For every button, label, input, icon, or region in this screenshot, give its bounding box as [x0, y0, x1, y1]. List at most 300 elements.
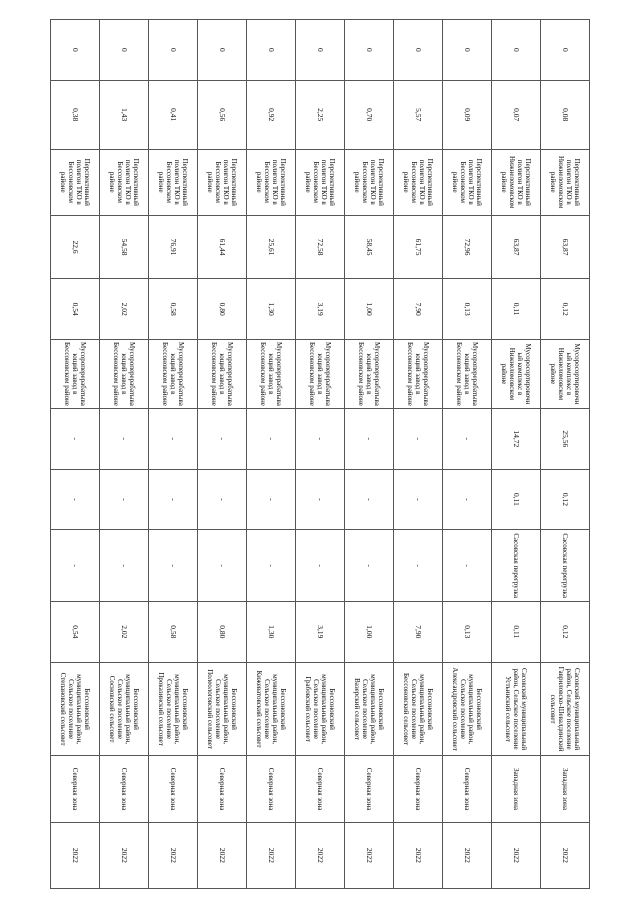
volume-cell-text: 1,00: [365, 625, 374, 639]
last-value-cell: [247, 20, 296, 81]
sorting-facility-cell: [296, 339, 345, 408]
sorting-distance-cell: [198, 215, 247, 278]
volume-cell: [394, 602, 443, 663]
last-value-cell: [198, 20, 247, 81]
year-cell: [247, 822, 296, 888]
sorting-distance-cell: [345, 215, 394, 278]
table-row: [541, 20, 590, 889]
year-cell-text: 2022: [120, 847, 129, 863]
year-cell-text: 2022: [561, 847, 570, 863]
transfer-facility-cell: [198, 530, 247, 602]
landfill-cell: [149, 149, 198, 215]
sorting-distance-cell: [394, 215, 443, 278]
sorting-volume-cell-text: 0,58: [169, 302, 178, 316]
sorting-volume-cell-text: 1,00: [365, 302, 374, 316]
landfill-volume-cell-text: 1,43: [120, 108, 129, 122]
year-cell: [394, 822, 443, 888]
sorting-facility-cell: [443, 339, 492, 408]
zone-cell: [492, 756, 541, 822]
transfer-volume-cell: [149, 469, 198, 530]
transfer-facility-cell-text: -: [120, 564, 128, 567]
transfer-facility-cell-text: -: [218, 564, 226, 567]
zone-cell: [541, 756, 590, 822]
transfer-facility-cell: [541, 530, 590, 602]
landfill-volume-cell: [443, 80, 492, 149]
landfill-volume-cell-text: 0,38: [71, 108, 80, 122]
zone-cell-text: Западная зона: [561, 768, 569, 810]
transfer-volume-cell: [345, 469, 394, 530]
transfer-distance-cell-text: -: [365, 437, 374, 441]
transfer-volume-cell-text: -: [218, 498, 227, 501]
sorting-distance-cell: [296, 215, 345, 278]
sorting-facility-cell: [345, 339, 394, 408]
sorting-facility-cell: [541, 339, 590, 408]
landfill-cell: [492, 149, 541, 215]
transfer-facility-cell-text: -: [169, 564, 177, 567]
transfer-distance-cell: [394, 408, 443, 469]
sorting-facility-cell: [100, 339, 149, 408]
sorting-distance-cell-text: 61,75: [414, 238, 423, 256]
transfer-facility-cell-text: Сасовская перегрузка: [561, 533, 569, 598]
transfer-facility-cell: [149, 530, 198, 602]
table-row: [443, 20, 492, 889]
landfill-volume-cell-text: 0,08: [561, 108, 570, 122]
municipality-cell-text: Бессоновский муниципальный район, Сельское поселение Степановский сельсовет: [59, 672, 91, 746]
transfer-facility-cell-text: -: [414, 564, 422, 567]
transfer-distance-cell: [198, 408, 247, 469]
last-value-cell: [394, 20, 443, 81]
municipality-cell-text: Бессоновский муниципальный район, Сельское поселение Бессоновский сельсовет: [402, 672, 434, 746]
transfer-distance-cell: [247, 408, 296, 469]
sorting-volume-cell: [100, 279, 149, 340]
zone-cell-text: Западная зона: [512, 768, 520, 810]
transfer-distance-cell: [149, 408, 198, 469]
zone-cell: [443, 756, 492, 822]
zone-cell-text: Северная зона: [414, 767, 422, 811]
landfill-volume-cell: [345, 80, 394, 149]
sorting-distance-cell-text: 22,6: [71, 240, 80, 254]
landfill-cell-text: Перспективный полигон ТКО в Бессоновском районе: [206, 158, 238, 206]
zone-cell-text: Северная зона: [169, 767, 177, 811]
sorting-distance-cell-text: 72,96: [463, 238, 472, 256]
sorting-facility-cell-text: Мусороперерабатывающий завод в Бессоновском районе: [63, 341, 87, 406]
volume-cell-text: 1,30: [267, 625, 276, 639]
volume-cell-text: 7,90: [414, 625, 423, 639]
year-cell-text: 2022: [267, 847, 276, 863]
transfer-volume-cell: [100, 469, 149, 530]
transfer-volume-cell: [247, 469, 296, 530]
zone-cell-text: Северная зона: [365, 767, 373, 811]
municipality-cell: [51, 662, 100, 756]
landfill-cell: [443, 149, 492, 215]
table-row: [198, 20, 247, 889]
last-value-cell: [443, 20, 492, 81]
sorting-volume-cell: [198, 279, 247, 340]
municipality-cell: [443, 662, 492, 756]
transfer-volume-cell: [198, 469, 247, 530]
transfer-facility-cell-text: -: [71, 564, 79, 567]
sorting-distance-cell-text: 25,61: [267, 238, 276, 256]
year-cell-text: 2022: [512, 847, 521, 863]
volume-cell: [51, 602, 100, 663]
municipality-cell-text: Бессоновский муниципальный район, Сельское поселение Проказинский сельсовет: [157, 672, 189, 746]
transfer-volume-cell-text: -: [120, 498, 129, 501]
sorting-distance-cell: [443, 215, 492, 278]
transfer-volume-cell: [394, 469, 443, 530]
transfer-volume-cell: [492, 469, 541, 530]
last-value-cell-text: 0: [512, 47, 521, 52]
zone-cell: [394, 756, 443, 822]
sorting-volume-cell-text: 0,12: [561, 302, 570, 316]
municipality-cell-text: Бессоновский муниципальный район, Сельское поселение Грабовский сельсовет: [304, 674, 336, 744]
volume-cell: [345, 602, 394, 663]
transfer-volume-cell-text: -: [414, 498, 423, 501]
sorting-volume-cell-text: 3,19: [316, 302, 325, 316]
municipality-cell: [100, 662, 149, 756]
zone-cell: [51, 756, 100, 822]
landfill-volume-cell-text: 0,70: [365, 108, 374, 122]
landfill-volume-cell: [394, 80, 443, 149]
year-cell: [51, 822, 100, 888]
municipality-cell: [541, 662, 590, 756]
sorting-volume-cell: [443, 279, 492, 340]
landfill-cell-text: Перспективный полигон ТКО в Бессоновском районе: [108, 158, 140, 206]
landfill-volume-cell-text: 0,41: [169, 108, 178, 122]
sorting-volume-cell-text: 0,80: [218, 302, 227, 316]
municipality-cell-text: Сасовский муниципальный район, Сельское поселение Устьинский сельсовет: [504, 668, 528, 751]
sorting-distance-cell: [51, 215, 100, 278]
landfill-volume-cell: [296, 80, 345, 149]
zone-cell: [100, 756, 149, 822]
sorting-volume-cell-text: 1,30: [267, 302, 276, 316]
transfer-facility-cell: [492, 530, 541, 602]
volume-cell: [492, 602, 541, 663]
sorting-distance-cell: [492, 215, 541, 278]
sorting-distance-cell-text: 54,58: [120, 238, 129, 256]
sorting-volume-cell-text: 2,02: [120, 302, 129, 316]
sorting-distance-cell: [149, 215, 198, 278]
sorting-facility-cell-text: Мусороперерабатывающий завод в Бессоновском районе: [308, 341, 332, 406]
transfer-facility-cell: [443, 530, 492, 602]
municipality-cell-text: Бессоновский муниципальный район, Сельское поселение Сосновский сельсовет: [108, 674, 140, 744]
landfill-cell: [100, 149, 149, 215]
sorting-distance-cell-text: 61,44: [218, 238, 227, 256]
transfer-distance-cell-text: -: [169, 437, 178, 441]
transfer-distance-cell-text: -: [267, 437, 276, 441]
landfill-volume-cell: [51, 80, 100, 149]
volume-cell: [296, 602, 345, 663]
transfer-facility-cell-text: -: [365, 564, 373, 567]
table-row: [492, 20, 541, 889]
transfer-volume-cell: [51, 469, 100, 530]
waste-flow-table: [50, 19, 590, 889]
sorting-facility-cell-text: Мусороперерабатывающий завод в Бессоновском районе: [406, 341, 430, 406]
last-value-cell: [541, 20, 590, 81]
last-value-cell-text: 0: [463, 47, 472, 52]
zone-cell-text: Северная зона: [463, 767, 471, 811]
transfer-facility-cell: [394, 530, 443, 602]
volume-cell-text: 0,58: [169, 625, 178, 639]
landfill-cell-text: Перспективный полигон ТКО в Бессоновском районе: [451, 158, 483, 206]
table-row: [345, 20, 394, 889]
last-value-cell: [149, 20, 198, 81]
transfer-facility-cell: [345, 530, 394, 602]
transfer-facility-cell-text: Сасовская перегрузка: [512, 533, 520, 598]
year-cell-text: 2022: [218, 847, 227, 863]
landfill-cell: [51, 149, 100, 215]
transfer-distance-cell-text: -: [218, 437, 227, 441]
transfer-volume-cell-text: -: [316, 498, 325, 501]
transfer-facility-cell: [100, 530, 149, 602]
table-row: [51, 20, 100, 889]
year-cell: [198, 822, 247, 888]
landfill-volume-cell: [149, 80, 198, 149]
transfer-volume-cell-text: 0,11: [512, 493, 521, 506]
transfer-distance-cell-text: -: [71, 437, 80, 441]
transfer-distance-cell: [296, 408, 345, 469]
sorting-facility-cell-text: Мусороперерабатывающий завод в Бессоновском районе: [455, 341, 479, 406]
landfill-cell: [345, 149, 394, 215]
sorting-distance-cell-text: 63,87: [512, 238, 521, 256]
sorting-volume-cell: [345, 279, 394, 340]
landfill-cell: [296, 149, 345, 215]
volume-cell: [247, 602, 296, 663]
table-body: [51, 20, 590, 889]
landfill-volume-cell-text: 2,25: [316, 108, 325, 122]
landfill-volume-cell: [541, 80, 590, 149]
zone-cell-text: Северная зона: [316, 767, 324, 811]
municipality-cell: [394, 662, 443, 756]
volume-cell-text: 0,54: [71, 625, 80, 639]
municipality-cell-text: Сасовский муниципальный район, Сельское поселение Гавриловско-Шевалдинский сельсовет: [549, 666, 581, 752]
sorting-facility-cell: [247, 339, 296, 408]
sorting-distance-cell-text: 76,91: [169, 238, 178, 256]
zone-cell: [198, 756, 247, 822]
sorting-volume-cell: [296, 279, 345, 340]
transfer-distance-cell-text: -: [120, 437, 129, 441]
year-cell-text: 2022: [365, 847, 374, 863]
last-value-cell-text: 0: [316, 47, 325, 52]
landfill-volume-cell: [100, 80, 149, 149]
table-row: [100, 20, 149, 889]
zone-cell-text: Северная зона: [120, 767, 128, 811]
landfill-volume-cell-text: 0,09: [463, 108, 472, 122]
municipality-cell: [296, 662, 345, 756]
last-value-cell: [100, 20, 149, 81]
zone-cell: [345, 756, 394, 822]
transfer-distance-cell-text: 14,72: [512, 430, 521, 448]
year-cell-text: 2022: [414, 847, 423, 863]
sorting-distance-cell: [100, 215, 149, 278]
transfer-distance-cell: [541, 408, 590, 469]
sorting-volume-cell-text: 0,54: [71, 302, 80, 316]
year-cell-text: 2022: [463, 847, 472, 863]
volume-cell-text: 0,11: [512, 625, 521, 639]
last-value-cell-text: 0: [120, 47, 129, 52]
sorting-facility-cell-text: Мусороперерабатывающий завод в Бессоновском районе: [161, 341, 185, 406]
landfill-cell-text: Перспективный полигон ТКО в Нижнеломовском районе: [500, 155, 532, 209]
transfer-facility-cell: [247, 530, 296, 602]
year-cell: [541, 822, 590, 888]
sorting-volume-cell-text: 0,11: [512, 302, 521, 316]
zone-cell-text: Северная зона: [267, 767, 275, 811]
sorting-facility-cell: [198, 339, 247, 408]
municipality-cell-text: Бессоновский муниципальный район, Сельское поселение Вазерский сельсовет: [353, 674, 385, 744]
table-row: [296, 20, 345, 889]
municipality-cell: [198, 662, 247, 756]
last-value-cell: [51, 20, 100, 81]
municipality-cell: [345, 662, 394, 756]
transfer-distance-cell-text: -: [414, 437, 423, 441]
landfill-volume-cell-text: 0,92: [267, 108, 276, 122]
municipality-cell-text: Бессоновский муниципальный район, Сельское поселение Кижеватовский сельсовет: [255, 670, 287, 748]
sorting-distance-cell-text: 58,45: [365, 238, 374, 256]
last-value-cell-text: 0: [414, 47, 423, 52]
last-value-cell-text: 0: [561, 47, 570, 52]
table-row: [247, 20, 296, 889]
sorting-volume-cell: [492, 279, 541, 340]
sorting-volume-cell: [51, 279, 100, 340]
sorting-facility-cell-text: Мусороперерабатывающий завод в Бессоновском районе: [259, 341, 283, 406]
sorting-facility-cell-text: Мусороперерабатывающий завод в Бессоновском районе: [112, 341, 136, 406]
sorting-facility-cell-text: Мусоросортировочный комплекс в Нижнеломовском районе: [549, 343, 581, 405]
year-cell: [345, 822, 394, 888]
transfer-volume-cell-text: -: [169, 498, 178, 501]
year-cell: [443, 822, 492, 888]
transfer-volume-cell: [296, 469, 345, 530]
transfer-facility-cell: [51, 530, 100, 602]
volume-cell: [100, 602, 149, 663]
municipality-cell-text: Бессоновский муниципальный район, Сельское поселение Александровский сельсовет: [451, 667, 483, 751]
transfer-facility-cell-text: -: [463, 564, 471, 567]
municipality-cell-text: Бессоновский муниципальный район, Сельское поселение Полеологовский сельсовет: [206, 669, 238, 749]
rotated-table-container: [50, 19, 590, 889]
volume-cell-text: 0,13: [463, 625, 472, 639]
volume-cell: [149, 602, 198, 663]
sorting-distance-cell: [541, 215, 590, 278]
transfer-volume-cell-text: -: [463, 498, 472, 501]
transfer-distance-cell-text: -: [316, 437, 325, 441]
last-value-cell-text: 0: [218, 47, 227, 52]
transfer-volume-cell: [443, 469, 492, 530]
table-row: [149, 20, 198, 889]
sorting-facility-cell: [149, 339, 198, 408]
volume-cell: [443, 602, 492, 663]
landfill-volume-cell-text: 5,57: [414, 108, 423, 122]
transfer-distance-cell: [100, 408, 149, 469]
landfill-cell-text: Перспективный полигон ТКО в Бессоновском районе: [59, 158, 91, 206]
volume-cell-text: 0,12: [561, 625, 570, 639]
landfill-cell: [541, 149, 590, 215]
sorting-volume-cell-text: 7,90: [414, 302, 423, 316]
landfill-volume-cell-text: 0,56: [218, 108, 227, 122]
sorting-volume-cell: [149, 279, 198, 340]
sorting-distance-cell-text: 63,87: [561, 238, 570, 256]
zone-cell: [296, 756, 345, 822]
transfer-volume-cell-text: -: [71, 498, 80, 501]
transfer-distance-cell: [443, 408, 492, 469]
municipality-cell: [149, 662, 198, 756]
sorting-distance-cell-text: 72,58: [316, 238, 325, 256]
last-value-cell: [345, 20, 394, 81]
transfer-facility-cell-text: -: [267, 564, 275, 567]
landfill-volume-cell: [198, 80, 247, 149]
transfer-volume-cell-text: 0,12: [561, 492, 570, 507]
municipality-cell: [492, 662, 541, 756]
year-cell-text: 2022: [71, 847, 80, 863]
transfer-volume-cell-text: -: [267, 498, 276, 501]
transfer-facility-cell-text: -: [316, 564, 324, 567]
landfill-volume-cell-text: 0,07: [512, 108, 521, 122]
volume-cell: [198, 602, 247, 663]
sorting-facility-cell-text: Мусороперерабатывающий завод в Бессоновском районе: [357, 341, 381, 406]
last-value-cell-text: 0: [71, 47, 80, 52]
last-value-cell: [492, 20, 541, 81]
transfer-distance-cell: [492, 408, 541, 469]
last-value-cell: [296, 20, 345, 81]
sorting-facility-cell: [394, 339, 443, 408]
sorting-facility-cell-text: Мусороперерабатывающий завод в Бессоновском районе: [210, 341, 234, 406]
landfill-cell-text: Перспективный полигон ТКО в Бессоновском районе: [353, 158, 385, 206]
year-cell: [492, 822, 541, 888]
transfer-distance-cell: [51, 408, 100, 469]
transfer-distance-cell-text: 25,56: [561, 430, 570, 448]
volume-cell-text: 2,02: [120, 625, 129, 639]
landfill-cell: [247, 149, 296, 215]
year-cell: [149, 822, 198, 888]
landfill-volume-cell: [492, 80, 541, 149]
sorting-facility-cell: [51, 339, 100, 408]
landfill-cell: [394, 149, 443, 215]
volume-cell-text: 0,80: [218, 625, 227, 639]
landfill-volume-cell: [247, 80, 296, 149]
landfill-cell-text: Перспективный полигон ТКО в Бессоновском районе: [402, 158, 434, 206]
table-row: [394, 20, 443, 889]
landfill-cell-text: Перспективный полигон ТКО в Бессоновском районе: [157, 158, 189, 206]
municipality-cell: [247, 662, 296, 756]
volume-cell: [541, 602, 590, 663]
transfer-distance-cell-text: -: [463, 437, 472, 441]
landfill-cell-text: Перспективный полигон ТКО в Бессоновском районе: [255, 158, 287, 206]
transfer-volume-cell: [541, 469, 590, 530]
sorting-distance-cell: [247, 215, 296, 278]
landfill-cell-text: Перспективный полигон ТКО в Бессоновском районе: [304, 158, 336, 206]
zone-cell: [247, 756, 296, 822]
transfer-facility-cell: [296, 530, 345, 602]
landfill-cell-text: Перспективный полигон ТКО в Нижнеломовском районе: [549, 155, 581, 209]
zone-cell: [149, 756, 198, 822]
year-cell-text: 2022: [316, 847, 325, 863]
last-value-cell-text: 0: [267, 47, 276, 52]
transfer-volume-cell-text: -: [365, 498, 374, 501]
year-cell: [100, 822, 149, 888]
sorting-volume-cell: [247, 279, 296, 340]
year-cell-text: 2022: [169, 847, 178, 863]
volume-cell-text: 3,19: [316, 625, 325, 639]
last-value-cell-text: 0: [365, 47, 374, 52]
zone-cell-text: Северная зона: [218, 767, 226, 811]
sorting-volume-cell: [541, 279, 590, 340]
transfer-distance-cell: [345, 408, 394, 469]
sorting-volume-cell: [394, 279, 443, 340]
landfill-cell: [198, 149, 247, 215]
year-cell: [296, 822, 345, 888]
last-value-cell-text: 0: [169, 47, 178, 52]
sorting-facility-cell: [492, 339, 541, 408]
zone-cell-text: Северная зона: [71, 767, 79, 811]
sorting-volume-cell-text: 0,13: [463, 302, 472, 316]
sorting-facility-cell-text: Мусоросортировочный комплекс в Нижнеломовском районе: [500, 343, 532, 405]
